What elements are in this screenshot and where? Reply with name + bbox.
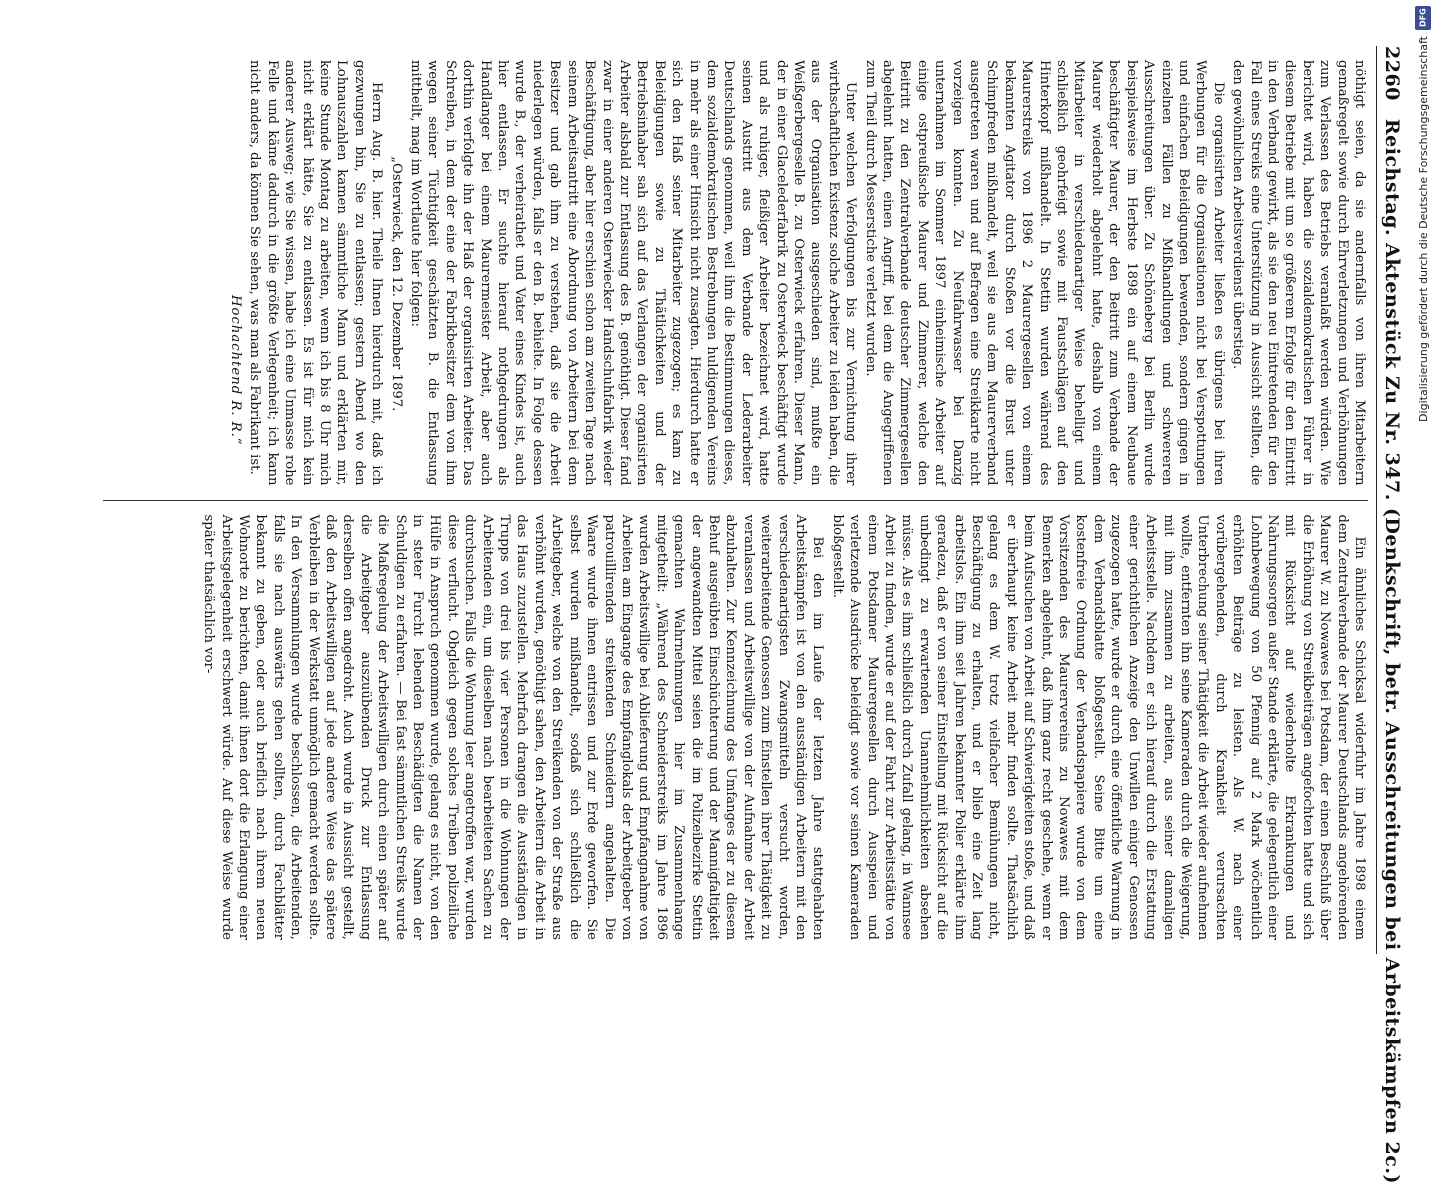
right-column [103,500,1368,955]
paragraph: Die organisirten Arbeiter ließen es übrigens bei ihren Werbungen für die Organisationen nicht bei Verspottungen und einfachen Beleidigungen bewenden, sondern gingen in einzelnen Fällen zu Mißhandlungen und schwereren Ausschreitungen über. Zu Schöneberg bei Berlin wurde beispielsweise im Herbste 1898 ein auf einem Neubaue beschäftigter Maurer, der den Beitritt zum Verbande der Maurer wiederholt abgelehnt hatte, deshalb von einem Mitarbeiter in verschiedenartiger Weise behelligt und schließlich geohrfeigt sowie mit Faustschlägen auf den Hinterkopf mißhandelt. In Stettin wurden während des Maurerstreiks von 1896 2 Maurergesellen von einem bekannten Agitator durch Stoßen vor die Brust unter Schimpfreden mißhandelt, weil sie aus dem Maurerverband ausgetreten waren und auf Befragen eine Streikkarte nicht vorzeigen konnten. Zu Neufahrwasser bei Danzig unternahmen im Sommer 1897 einheimische Arbeiter auf einige ostpreußische Maurer und Zimmerer, welche den Beitritt zu den Zentralverbande deutscher Zimmergesellen abgelehnt hatten, einen Angriff, bei dem die Angegriffenen zum Theil durch Messerstiche verletzt wurden. [862,60,1226,486]
running-header [1376,46,1403,1184]
letter-body: Herrn Aug. B. hier. Theile Ihnen hierdurch mit, daß ich gezwungen bin, Sie zu entlassen; gestern Abend wo den Lohnauszahlen kamen sämmtliche Mann und erklärten mir, keine Stunde Montag zu arbeiten, wenn ich bis 8 Uhr mich nicht erklärt hätte, Sie zu entlassen. Es ist für mich kein anderer Ausweg; wie Sie wissen, habe ich eine Unmasse rohe Felle und käme dadurch in die größte Verlegenheit; ich kann nicht anders, da können Sie sehen, was man als Fabrikant ist. [247,60,385,486]
paragraph: Unter welchen Verfolgungen bis zur Vernichtung ihrer wirthschaftlichen Existenz solche Arbeiter zu leiden haben, die aus der Organisation ausgeschieden sind, mußte ein Weißgerbergeselle B. zu Osterwieck erfahren. Dieser Mann, der in einer Glacelederfabrik zu Osterwieck beschäftigt wurde und als ruhiger, fleißiger Arbeiter bezeichnet wird, hatte seinen Austritt aus dem Verbande der Lederarbeiter Deutschlands genommen, weil ihm die Bestimmungen dieses, dem sozialdemokratischen Bestrebungen huldigenden Vereins in mehr als einer Hinsicht nicht zusagten. Hierdurch hatte er sich den Haß seiner Mitarbeiter zugezogen; es kam zu Beleidigungen sowie zu Thätlichkeiten und der Betriebsinhaber sah sich auf das Verlangen der organisirten Arbeiter alsbald zur Entlassung des B. genöthigt. Dieser fand zwar in einer anderen Osterwiecker Handschuhfabrik wieder Beschäftigung, aber hier erschien schon am zweiten Tage nach seinem Arbeitsantritt eine Abordnung von Arbeitern bei dem Besitzer und gab ihm zu verstehen, daß sie die Arbeit niederlegen würden, falls er den B. behielte. In Folge dessen wurde B., der verheirathet und Vater eines Kindes ist, auch hier entlassen. Er suchte hierauf nothgedrungen als Handlanger bei einem Maurermeister Arbeit, aber auch dorthin verfolgte ihn der Haß der organisirten Arbeiter. Das Schreiben, in dem der eine der Fabrikbesitzer dem von ihm wegen seiner Tüchtigkeit geschätzten B. die Entlassung mittheilt, mag im Wortlaute hier folgen: [408,60,859,486]
letter-date: „Osterwieck, den 12. Dezember 1897. [388,156,404,412]
paragraph: Ein ähnliches Schicksal widerfuhr im Jahre 1898 einem dem Zentralverbande der Maurer Deutschlands angehörenden Maurer W. zu Nowawes bei Potsdam, der einen Beschluß über die Erhöhung von Streikbeiträgen angefochten hatte und sich mit Rücksicht auf wiederholte Erkrankungen und Nahrungssorgen außer Stande erklärte, die gelegentlich einer Lohnbewegung von 50 Pfennig auf 2 Mark wöchentlich erhöhten Beiträge zu leisten. Als W. nach einer vorübergehenden, durch Krankheit verursachten Unterbrechung seiner Thätigkeit die Arbeit wieder aufnehmen wollte, entfernten ihn seine Kameraden durch die Weigerung, mit ihm zusammen zu arbeiten, aus seiner damaligen Arbeitsstelle. Nachdem er sich hierauf durch die Erstattung einer gerichtlichen Anzeige den Unwillen einiger Genossen zugezogen hatte, wurde er durch eine öffentliche Warnung in dem Verbandsblatte bloßgestellt. Seine Bitte um eine kostenfreie Ordnung der Verbandspapiere wurde von dem Vorsitzenden des Maurervereins zu Nowawes mit dem Bemerken abgelehnt, daß ihm ganz recht geschehe, wenn er beim Aufsuchen von Arbeit auf Schwierigkeiten stoße, und daß er überhaupt keine Arbeit mehr finden sollte. Thatsächlich gelang es dem W. trotz vielfacher Bemühungen nicht, Beschäftigung zu erhalten, und er blieb eine Zeit lang arbeitslos. Ein ihm seit Jahren bekannter Polier erklärte ihm geradezu, daß er von seiner Einstellung mit Rücksicht auf die unbedingt zu erwartenden Unannehmlichkeiten absehen müsse. Als es ihm schließlich durch Zufall gelang, in Wannsee Arbeit zu finden, wurde er auf der Fahrt zur Arbeitsstätte von einem Potsdamer Maurergesellen durch Ausspeien und verletzende Ausdrücke beleidigt sowie vor seinen Kameraden bloßgestellt. [829,514,1367,940]
page-number: 2260 [1381,46,1403,101]
paragraph: nöthigt seien, da sie andernfalls von ihren Mitarbeitern gemaßregelt sowie durch Ehrverletzungen und Verhöhnungen zum Verlassen des Betriebs veranlaßt werden würden. Wie berichtet wird, haben die sozialdemokratischen Führer in diesem Betriebe mit um so größerem Erfolge für den Eintritt in den Verband gewirkt, als sie den neu Eintretenden für den Fall eines Streiks eine Unterstützung in Aussicht stellten, die den gewöhnlichen Arbeitsverdienst überstieg. [1230,60,1367,486]
credit-text: Digitalisierung gefördert durch die Deutsche Forschungsgemeinschaft [1416,36,1430,422]
document-page [75,20,1415,1184]
header-title: Reichstag. Aktenstück Zu Nr. 347. (Denkschrift, betr. Ausschreitungen bei Arbeitskämpfen 2c.) [1381,118,1403,1184]
rotated-page [75,20,1415,1184]
letter-signature: Hochachtend R. R.“ [228,295,243,446]
paragraph: Bei den im Laufe der letzten Jahre stattgehabten Arbeitskämpfen ist von den ausständigen Arbeitern mit den verschiedenartigsten Zwangsmitteln versucht worden, weiterarbeitende Genossen zum Einstellen ihrer Thätigkeit zu veranlassen und Arbeitswillige von der Aufnahme der Arbeit abzuhalten. Zur Kennzeichnung des Umfanges der zu diesem Behuf ausgeübten Einschüchterung und der Mannigfaltigkeit der angewandten Mittel seien die im Polizeibezirke Stettin gemachten Wahrnehmungen hier im Zusammenhange mitgetheilt: „Während des Schneiderstreiks im Jahre 1896 wurden Arbeitswillige bei Ablieferung und Empfangnahme von Arbeiten am Eingange des Empfanglokals der Arbeitgeber von patrouillirenden streikenden Schneidern angehalten. Die Waare wurde ihnen entrissen und zur Erde geworfen. Sie selbst wurden mißhandelt, sodaß sich schließlich die Arbeitgeber, welche von den Streikenden von der Straße aus verhöhnt wurden, genöthigt sahen, den Arbeitern die Arbeit in das Haus zuzustellen. Mehrfach drangen die Ausständigen in Trupps von drei bis vier Personen in die Wohnungen der Arbeitenden ein, um dieselben nach bearbeiteten Sachen zu durchsuchen. Falls die Wohnung leer angetroffen war, wurden diese verflucht. Obgleich gegen solches Treiben polizeiliche Hülfe in Anspruch genommen wurde, gelang es nicht, von den in steter Furcht lebenden Beschädigten die Namen der Schuldigen zu erfahren. — Bei fast sämmtlichen Streiks wurde die Maßregelung der Arbeitswilligen durch einen später auf die Arbeitgeber auszuübenden Druck zur Entlassung derselben offen angedroht. Auch wurde in Aussicht gestellt, daß den Arbeitswilligen auf jede andere Weise das spätere Verbleiben in der Werkstatt unmöglich gemacht werden sollte. In den Versammlungen wurde beschlossen, die Arbeitenden, falls sie nach auswärts gehen sollten, durch Fachblätter bekannt zu geben, oder auch brieflich nach ihrem neuen Wohnorte zu berichten, damit ihnen dort die Erlangung einer Arbeitsgelegenheit erschwert würde. Auf diese Weise wurde später thatsächlich vor- [201,514,826,940]
text-columns [103,46,1368,954]
left-column [103,46,1368,500]
dfg-logo-icon: DFG [1415,6,1431,30]
digitization-credit [1412,6,1434,994]
